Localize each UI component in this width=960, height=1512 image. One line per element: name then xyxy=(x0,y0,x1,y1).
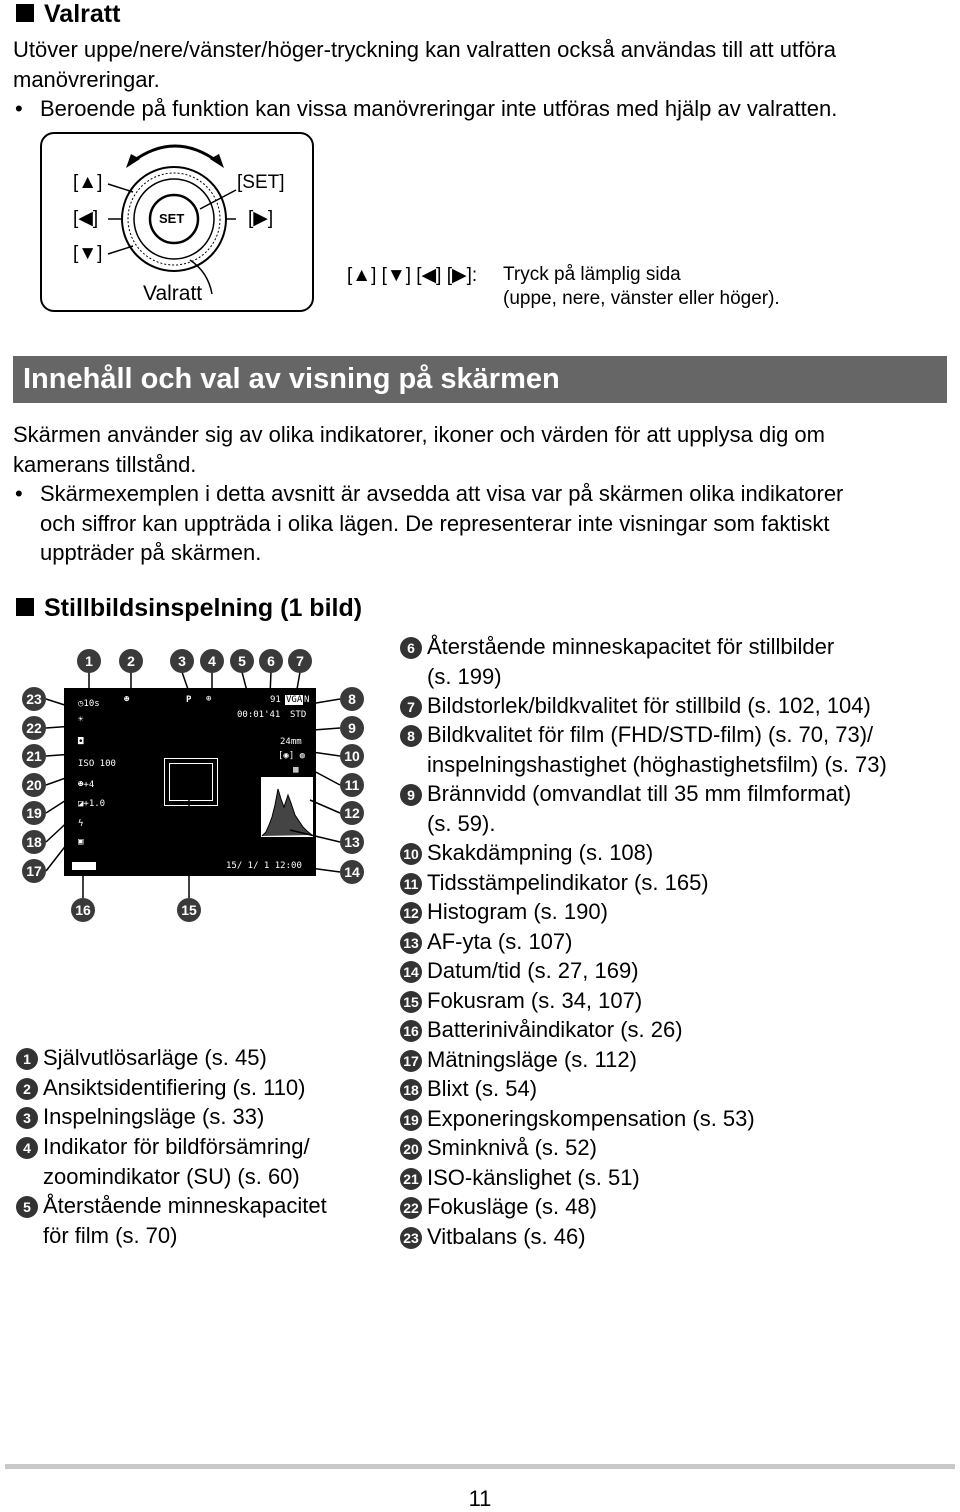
focal-length-readout: 24mm xyxy=(280,737,302,747)
keys-desc-line2: (uppe, nere, vänster eller höger). xyxy=(503,288,780,309)
callout-10: 10 xyxy=(340,744,364,768)
legend-item: 22 Fokusläge (s. 48) xyxy=(400,1192,427,1222)
bullet-dot: • xyxy=(15,481,23,506)
exposure-readout: ◪+1.0 xyxy=(78,799,106,809)
legend-item: 14 Datum/tid (s. 27, 169) xyxy=(400,956,427,986)
white-balance-icon: ☀ xyxy=(78,715,84,725)
legend-item: 3 Inspelningsläge (s. 33) xyxy=(16,1102,43,1132)
face-detect-icon: ☻ xyxy=(124,695,130,705)
metering-icon: ▣ xyxy=(78,837,84,847)
legend-item: 11 Tidsstämpelindikator (s. 165) xyxy=(400,868,427,898)
callout-19: 19 xyxy=(22,801,46,825)
record-mode-readout: P xyxy=(186,695,192,705)
stabilizer-icon: [◉] ◍ xyxy=(278,751,306,761)
legend-item: 5 Återstående minneskapacitet för film (s. 70) xyxy=(16,1191,43,1221)
keys-label: [▲] [▼] [◀] [▶]: xyxy=(347,265,478,286)
dial-left-label: [◀] xyxy=(73,208,99,229)
legend-item: 2 Ansiktsidentifiering (s. 110) xyxy=(16,1073,43,1103)
callout-14: 14 xyxy=(340,860,364,884)
callout-20: 20 xyxy=(22,773,46,797)
callout-4: 4 xyxy=(200,649,224,673)
remaining-shots-readout: 91 xyxy=(270,695,281,705)
flash-icon: ϟ xyxy=(78,819,84,829)
zoom-indicator-icon: ⊕ xyxy=(206,694,212,704)
quality-readout: N xyxy=(304,695,310,705)
valratt-bullet: Beroende på funktion kan vissa manövreringar inte utföras med hjälp av valratten. xyxy=(40,96,838,121)
callout-3: 3 xyxy=(170,649,194,673)
remaining-time-readout: 00:01'41 xyxy=(237,710,281,720)
movie-quality-readout: STD xyxy=(290,710,307,720)
self-timer-readout: ◷10s xyxy=(78,699,100,709)
legend-item: 8 Bildkvalitet för film (FHD/STD-film) (s. 70, 73)/ inspelningshastighet (höghastighetsfilm) (s. 73) xyxy=(400,720,427,750)
legend-item: 9 Brännvidd (omvandlat till 35 mm filmformat) (s. 59). xyxy=(400,779,427,809)
focus-mode-icon: ◘ xyxy=(78,737,84,747)
legend-item: 16 Batterinivåindikator (s. 26) xyxy=(400,1015,427,1045)
callout-13: 13 xyxy=(340,830,364,854)
callout-8: 8 xyxy=(340,687,364,711)
legend-item: 15 Fokusram (s. 34, 107) xyxy=(400,986,427,1016)
set-button: SET xyxy=(159,211,185,226)
callout-16: 16 xyxy=(71,898,95,922)
makeup-readout: ☻+4 xyxy=(78,780,95,790)
legend-item: 23 Vitbalans (s. 46) xyxy=(400,1222,427,1252)
dial-set-label: [SET] xyxy=(237,172,285,193)
section-intro: Skärmen använder sig av olika indikatorer, ikoner och värden för att upplysa dig om kamerans tillstånd. xyxy=(13,422,825,477)
legend-item: 13 AF-yta (s. 107) xyxy=(400,927,427,957)
legend-item: 20 Sminknivå (s. 52) xyxy=(400,1133,427,1163)
legend-item: 12 Histogram (s. 190) xyxy=(400,897,427,927)
dial-right-label: [▶] xyxy=(248,208,274,229)
callout-15: 15 xyxy=(177,898,201,922)
callout-21: 21 xyxy=(22,744,46,768)
callout-2: 2 xyxy=(119,649,143,673)
legend-item: 1 Självutlösarläge (s. 45) xyxy=(16,1043,43,1073)
image-size-readout: VGA xyxy=(286,695,303,705)
section-title-band: Innehåll och val av visning på skärmen xyxy=(13,356,947,403)
legend-item: 10 Skakdämpning (s. 108) xyxy=(400,838,427,868)
legend-item: 7 Bildstorlek/bildkvalitet för stillbild (s. 102, 104) xyxy=(400,691,427,721)
legend-item: 4 Indikator för bildförsämring/ zoomindikator (SU) (s. 60) xyxy=(16,1132,43,1162)
date-time-readout: 15/ 1/ 1 12:00 xyxy=(226,861,302,871)
callout-5: 5 xyxy=(230,649,254,673)
callout-17: 17 xyxy=(22,859,46,883)
heading-square-icon xyxy=(16,598,34,616)
dial-caption: Valratt xyxy=(143,282,203,305)
callout-11: 11 xyxy=(340,773,364,797)
legend-item: 18 Blixt (s. 54) xyxy=(400,1074,427,1104)
section-bullet: Skärmexemplen i detta avsnitt är avsedda att visa var på skärmen olika indikatorer och siffror kan uppträda i olika lägen. De representerar inte visningar som faktiskt uppträder på skärmen. xyxy=(40,481,844,565)
timestamp-icon: ▦ xyxy=(293,765,299,775)
dial-down-label: [▼] xyxy=(73,243,103,264)
legend-item: 21 ISO-känslighet (s. 51) xyxy=(400,1163,427,1193)
dial-up-label: [▲] xyxy=(73,172,103,193)
callout-6: 6 xyxy=(259,649,283,673)
callout-18: 18 xyxy=(22,830,46,854)
callout-1: 1 xyxy=(77,649,101,673)
valratt-heading: Valratt xyxy=(16,0,120,29)
legend-item: 19 Exponeringskompensation (s. 53) xyxy=(400,1104,427,1134)
keys-desc-line1: Tryck på lämplig sida xyxy=(503,264,681,285)
stillbild-heading: Stillbildsinspelning (1 bild) xyxy=(16,594,362,623)
bullet-dot: • xyxy=(15,96,23,121)
callout-9: 9 xyxy=(340,716,364,740)
valratt-intro: Utöver uppe/nere/vänster/höger-tryckning kan valratten också användas till att utföra manövreringar. xyxy=(13,37,837,92)
callout-23: 23 xyxy=(22,687,46,711)
callout-12: 12 xyxy=(340,801,364,825)
page-number: 11 xyxy=(468,1486,492,1511)
callout-22: 22 xyxy=(22,716,46,740)
legend-item: 6 Återstående minneskapacitet för stillbilder (s. 199) xyxy=(400,632,427,662)
callout-7: 7 xyxy=(288,649,312,673)
iso-readout: ISO 100 xyxy=(78,759,116,769)
heading-square-icon xyxy=(16,4,34,22)
legend-item: 17 Mätningsläge (s. 112) xyxy=(400,1045,427,1075)
footer-divider xyxy=(5,1464,955,1469)
